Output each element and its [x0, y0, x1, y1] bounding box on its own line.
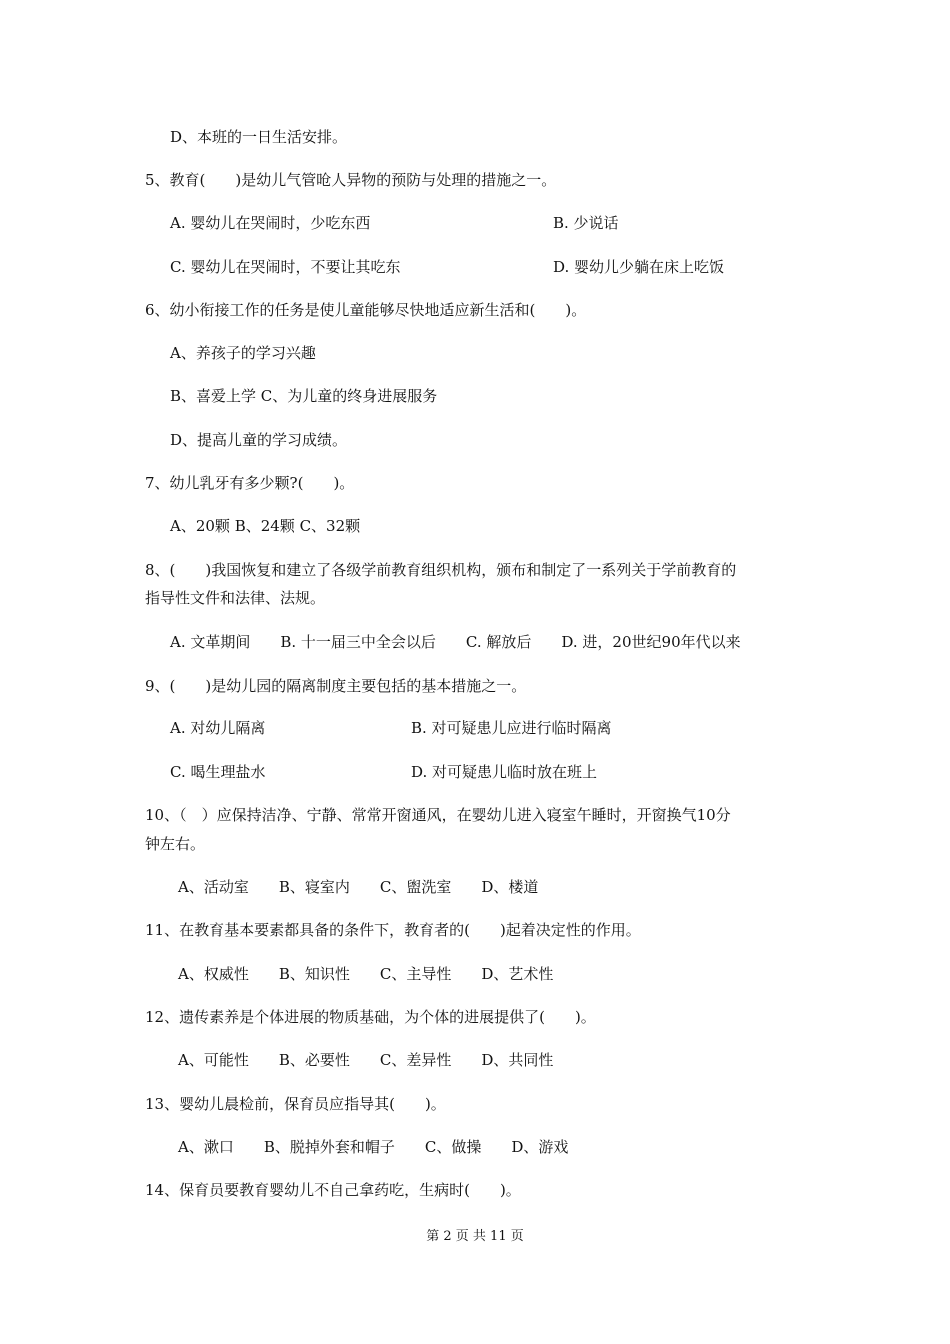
question-13: 13、婴幼儿晨检前，保育员应指导其( )。: [145, 1095, 446, 1113]
option-line: D、提高儿童的学习成绩。: [170, 431, 348, 449]
option-line: B. 对可疑患儿应进行临时隔离: [411, 719, 612, 737]
question-7: 7、幼儿乳牙有多少颗?( )。: [145, 474, 355, 492]
option-line: D. 婴幼儿少躺在床上吃饭: [553, 258, 725, 276]
option-line: A、漱口 B、脱掉外套和帽子 C、做操 D、游戏: [178, 1138, 569, 1156]
option-line: C. 喝生理盐水: [170, 763, 266, 781]
option-line: A、养孩子的学习兴趣: [170, 344, 316, 362]
option-line: B、喜爱上学 C、为儿童的终身进展服务: [170, 387, 438, 405]
page-footer: 第 2 页 共 11 页: [426, 1229, 524, 1244]
option-line: D. 对可疑患儿临时放在班上: [411, 763, 598, 781]
question-6: 6、幼小衔接工作的任务是使儿童能够尽快地适应新生活和( )。: [145, 301, 587, 319]
question-9: 9、( )是幼儿园的隔离制度主要包括的基本措施之一。: [145, 677, 527, 695]
option-line: D、本班的一日生活安排。: [170, 128, 348, 146]
option-line: B. 少说话: [553, 214, 619, 232]
question-8: 8、( )我国恢复和建立了各级学前教育组织机构，颁布和制定了一系列关于学前教育的: [145, 561, 737, 579]
option-line: A、活动室 B、寝室内 C、盥洗室 D、楼道: [178, 878, 539, 896]
question-10: 10、（ ）应保持洁净、宁静、常常开窗通风，在婴幼儿进入寝室午睡时，开窗换气10分: [145, 806, 731, 824]
option-line: A、20颗 B、24颗 C、32颗: [170, 517, 361, 535]
option-line: A、可能性 B、必要性 C、差异性 D、共同性: [178, 1051, 554, 1069]
option-line: A、权威性 B、知识性 C、主导性 D、艺术性: [178, 965, 554, 983]
question-5: 5、教育( )是幼儿气管呛人异物的预防与处理的措施之一。: [145, 171, 557, 189]
question-11: 11、在教育基本要素都具备的条件下，教育者的( )起着决定性的作用。: [145, 921, 641, 939]
option-line: A. 文革期间 B. 十一届三中全会以后 C. 解放后 D. 进，20世纪90年代以来: [170, 633, 741, 651]
option-line: A. 婴幼儿在哭闹时，少吃东西: [170, 214, 371, 232]
option-line: C. 婴幼儿在哭闹时，不要让其吃东: [170, 258, 401, 276]
option-line: A. 对幼儿隔离: [170, 719, 266, 737]
question-14: 14、保育员要教育婴幼儿不自己拿药吃，生病时( )。: [145, 1181, 521, 1199]
question-12: 12、遗传素养是个体进展的物质基础，为个体的进展提供了( )。: [145, 1008, 596, 1026]
question-10-cont: 钟左右。: [145, 835, 206, 853]
question-8-cont: 指导性文件和法律、法规。: [145, 589, 326, 607]
